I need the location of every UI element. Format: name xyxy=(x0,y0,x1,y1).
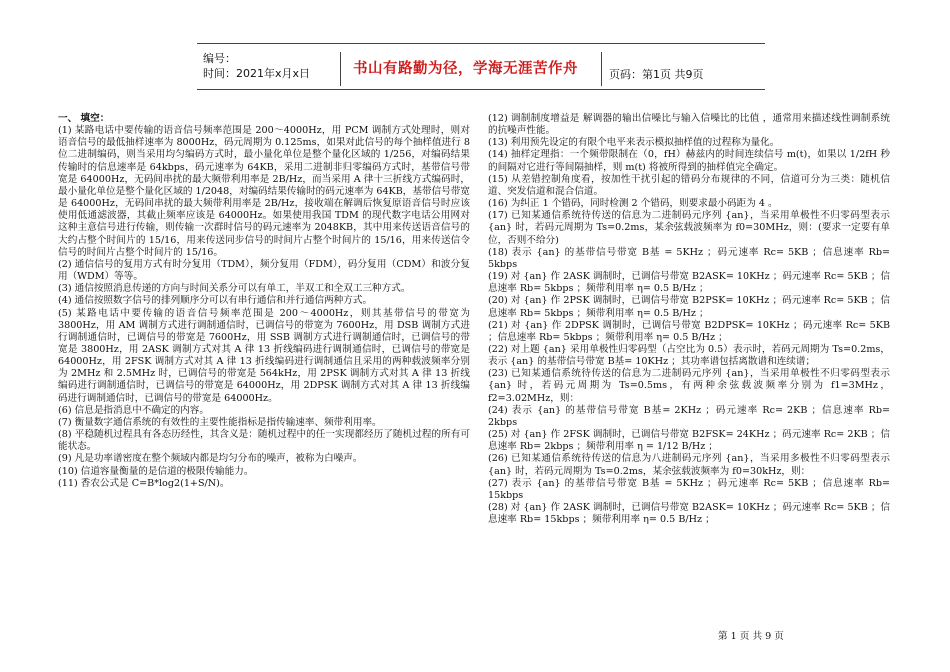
right-column xyxy=(488,113,890,526)
header-divider-left xyxy=(340,52,341,86)
fill-item-16: (16) 为纠正 1 个错码，同时检测 2 个错码，则要求最小码距为 4 。 xyxy=(488,198,778,210)
fill-item-9: (9) 凡是功率谱密度在整个频域内都是均匀分布的噪声，被称为白噪声。 xyxy=(58,453,363,465)
fill-item-27: (27) 表示 {an} 的基带信号带宽 B基 = 5KHz ；码元速率 Rc= 5KB ；信息速率 Rb= 15kbps xyxy=(488,477,890,501)
fill-item-17: (17) 已知某通信系统待传送的信息为二进制码元序列 {an}，当采用单极性不归零码型表示 {an} 时，若码元周期为 Ts=0.2ms，某余弦载波频率为 f0=30MHz，则：(要求一定要有单位，否则不给分) xyxy=(488,210,890,246)
fill-item-14: (14) 抽样定理指：一个频带限制在（0，fH）赫兹内的时间连续信号 m(t)，如果以 1/2fH 秒的间隔对它进行等间隔抽样，则 m(t) 将被所得到的抽样值完全确定。 xyxy=(488,149,890,173)
fill-item-1: (1) 某路电话中要传输的语音信号频率范围是 200～4000Hz，用 PCM 调制方式处理时，则对语音信号的最低抽样速率为 8000Hz，码元周期为 0.125ms，如果对此信号的每个抽样值进行 8 位二进制编码，则当采用均匀编码方式时，最小量化单位是整个量化区域的 1/256，对编码结果传输时的信息速率是 64kbps，码元速率为 64KB，采用二进制非归零编码方式时，基带信号带宽是 64000Hz，无码间串扰的最大频带利用率是 2B/Hz，而当采用 A 律十三折线方式编码时，最小量化单位是整个量化区域的 1/2048，对编码结果传输时的码元速率为 64KB，基带信号带宽是 64000Hz，无码间串扰的最大频带利用率是 2B/Hz，接收端在解调后恢复原语音信号时应该使用低通滤波器，其截止频率应该是 64000Hz。如果使用我国 TDM 的现代数字电话公用网对这种主意信号进行传输，则传输一次群时信号的码元速率为 2048KB，其中用来传送语音信号的大约占整个时间片的 15/16，用来传送同步信号的时间片占整个时间片的 15/16，用来传送信令信号的时间片占整个时间片的 15/16。 xyxy=(58,125,470,258)
fill-item-2: (2) 通信信号的复用方式有时分复用（TDM），频分复用（FDM），码分复用（CDM）和波分复用（WDM）等等。 xyxy=(58,258,470,283)
header-top-rule xyxy=(197,43,765,44)
fill-item-7: (7) 衡量数字通信系统的有效性的主要性能指标是指传输速率、频带利用率。 xyxy=(58,416,382,428)
fill-item-25: (25) 对 {an} 作 2FSK 调制时，已调信号带宽 B2FSK= 24KHz ；码元速率 Rc= 2KB ；信息速率 Rb= 2kbps ；频带利用率 η = 1/12 B/Hz ； xyxy=(488,429,890,453)
fill-item-3: (3) 通信按照消息传递的方向与时间关系分可以有单工，半双工和全双工三种方式。 xyxy=(58,283,411,295)
fill-item-8: (8) 平稳随机过程具有各态历经性，其含义是：随机过程中的任一实现都经历了随机过程的所有可能状态。 xyxy=(58,429,470,453)
left-column xyxy=(58,113,470,490)
fill-item-10: (10) 信道容量衡量的是信道的极限传输能力。 xyxy=(58,465,254,477)
fill-item-22: (22) 对上题 {an} 采用单极性归零码型（占空比为 0.5）表示时，若码元周期为 Ts=0.2ms，表示 {an} 的基带信号带宽 B基= 10KHz ；其功率谱包括离散谱和连续谱； xyxy=(488,343,890,368)
fill-item-13: (13) 利用预先设定的有限个电平来表示模拟抽样值的过程称为量化。 xyxy=(488,137,780,149)
fill-item-18: (18) 表示 {an} 的基带信号带宽 B基 = 5KHz ；码元速率 Rc= 5KB ；信息速率 Rb= 5kbps xyxy=(488,246,890,270)
header-page-label: 页码：第1页 共9页 xyxy=(609,68,704,81)
header-number-label: 编号： xyxy=(203,52,236,65)
fill-item-12: (12) 调制制度增益是 解调器的输出信噪比与输入信噪比的比值 ，通常用来描述线性调制系统的抗噪声性能。 xyxy=(488,113,890,137)
fill-item-15: (15) 从差错控制角度看，按加性干扰引起的错码分布规律的不同，信道可分为三类：随机信道、突发信道和混合信道。 xyxy=(488,173,890,197)
fill-item-21: (21) 对 {an} 作 2DPSK 调制时，已调信号带宽 B2DPSK= 10KHz ；码元速率 Rc= 5KB ；信息速率 Rb= 5kbps ；频带利用率 η= 0.5 B/Hz ； xyxy=(488,319,890,343)
fill-item-26: (26) 已知某通信系统待传送的信息为八进制码元序列 {an}，当采用多极性不归零码型表示 {an} 时，若码元周期为 Ts=0.2ms，某余弦载波频率为 f0=30kHz，则： xyxy=(488,453,890,477)
fill-item-11: (11) 香农公式是 C=B*log2(1+S/N)。 xyxy=(58,477,230,489)
header-time-label: 时间：2021年x月x日 xyxy=(203,67,311,80)
header-meta xyxy=(203,51,310,81)
fill-item-6: (6) 信息是指消息中不确定的内容。 xyxy=(58,404,209,416)
fill-item-4: (4) 通信按照数字信号的排列顺序分可以有串行通信和并行通信两种方式。 xyxy=(58,295,373,307)
section-title: 一、 填空： xyxy=(58,113,110,124)
fill-item-28: (28) 对 {an} 作 2ASK 调制时，已调信号带宽 B2ASK= 10KHz ；码元速率 Rc= 5KB ；信息速率 Rb= 15kbps ；频带利用率 η= 0.5 B/Hz ； xyxy=(488,502,891,526)
page-footer: 第 1 页 共 9 页 xyxy=(718,631,784,642)
header-divider-right xyxy=(601,52,602,86)
header-motto: 书山有路勤为径，学海无涯苦作舟 xyxy=(353,61,578,77)
fill-item-20: (20) 对 {an} 作 2PSK 调制时，已调信号带宽 B2PSK= 10KHz ；码元速率 Rc= 5KB ；信息速率 Rb= 5kbps ；频带利用率 η= 0.5 B/Hz ； xyxy=(488,295,890,319)
fill-item-5: (5) 某路电话中要传输的语音信号频率范围是 200～4000Hz，则其基带信号的带宽为 3800Hz，用 AM 调制方式进行调制通信时，已调信号的带宽为 7600Hz，用 DSB 调制方式进行调制通信时，已调信号的带宽是 7600Hz，用 SSB 调制方式进行调制通信时，已调信号的带宽是 3800Hz，用 2ASK 调制方式对其 A 律 13 折线编码进行调制通信时，已调信号的带宽是 64000Hz，用 2FSK 调制方式对其 A 律 13 折线编码进行调制通信且采用的两种载波频率分别为 2MHz 和 2.5MHz 时，已调信号的带宽是 564kHz，用 2PSK 调制方式对其 A 律 13 折线编码进行调制通信时，已调信号的带宽是 64000Hz，用 2DPSK 调制方式对其 A 律 13 折线编码进行调制通信时，已调信号的带宽是 64000Hz。 xyxy=(58,307,470,404)
fill-item-19: (19) 对 {an} 作 2ASK 调制时，已调信号带宽 B2ASK= 10KHz ；码元速率 Rc= 5KB ；信息速率 Rb= 5kbps ；频带利用率 η= 0.5 B/Hz ； xyxy=(488,271,891,295)
header-bottom-rule xyxy=(197,89,765,90)
fill-item-23: (23) 已知某通信系统待传送的信息为二进制码元序列 {an}，当采用单极性不归零码型表示 {an} 时，若码元周期为 Ts=0.5ms，有两种余弦载波频率分别为 f1=3MHz，f2=3.02MHz，则： xyxy=(488,368,890,404)
fill-item-24: (24) 表示 {an} 的基带信号带宽 B基= 2KHz ；码元速率 Rc= 2KB ；信息速率 Rb= 2kbps xyxy=(488,404,890,428)
